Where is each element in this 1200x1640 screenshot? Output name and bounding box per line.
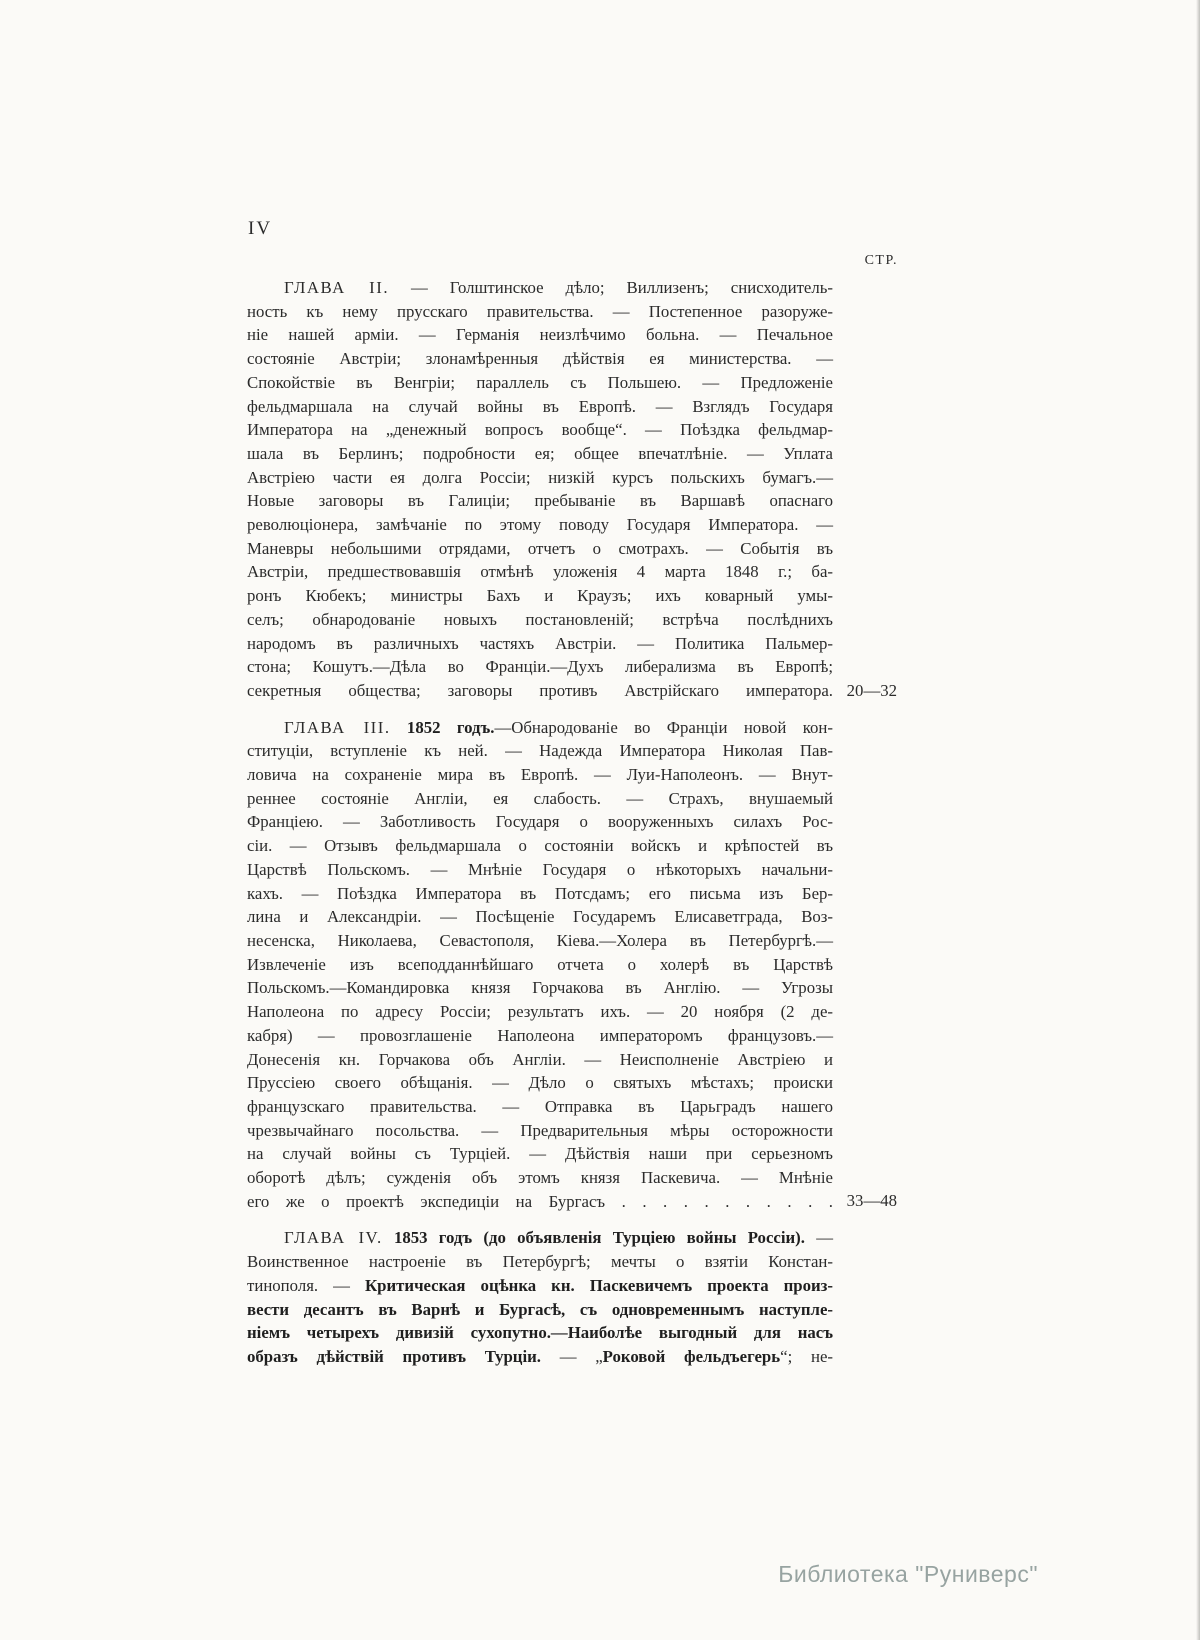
toc-text [383,1228,394,1247]
toc-text: Наполеона по адресу Россіи; результатъ ихъ. — 20 ноября (2 де- [247,1002,833,1022]
toc-text: несенска, Николаева, Севастополя, Кіева.—Холера въ Петербургѣ.— [247,930,833,950]
folio-page-number: IV [248,218,273,239]
toc-line [247,442,833,466]
toc-text: кабря) — провозглашеніе Наполеона императоромъ французовъ.— [247,1025,833,1045]
toc-line [247,1250,833,1274]
toc-line [247,1071,833,1095]
toc-line [247,1190,833,1214]
toc-line [247,834,833,858]
toc-text: Императора на „денежный вопросъ вообще“. — Поѣздка фельдмар- [247,420,833,440]
toc-line [247,418,833,442]
toc-line [247,1000,833,1024]
toc-text: на случай войны съ Турціей. — Дѣйствія наши при серьезномъ [247,1144,833,1164]
toc-text: кахъ. — Поѣздка Императора въ Потсдамъ; его письма изъ Бер- [247,883,833,903]
toc-text: чрезвычайнаго посольства. — Предварительныя мѣры осторожности [247,1120,833,1140]
toc-text: Новые заговоры въ Галиціи; пребываніе въ Варшавѣ опаснаго [247,491,833,511]
toc-text: лина и Александріи. — Посѣщеніе Государемъ Елисаветграда, Воз- [247,907,833,927]
toc-line [247,1095,833,1119]
toc-entry [247,276,897,703]
toc-line [247,489,833,513]
library-watermark: Библиотека "Руниверс" [778,1561,1038,1587]
toc-text: революціонера, замѣчаніе по этому поводу Государя Императора. — [247,515,833,535]
toc-line [247,929,833,953]
toc-line [247,882,833,906]
toc-line [247,466,833,490]
toc-line [247,513,833,537]
toc-text: ронъ Кюбекъ; министры Бахъ и Краузъ; ихъ коварный умы- [247,586,833,606]
toc-text: Польскомъ.—Командировка князя Горчакова въ Англію. — Угрозы [247,978,833,998]
toc-line [247,1024,833,1048]
toc-text: Австріею части ея долга Россіи; низкій курсъ польскихъ бумагъ.— [247,467,833,487]
toc-text: секретныя общества; заговоры противъ Австрійскаго императора. [247,680,833,700]
toc-line [247,953,833,977]
toc-text: шала въ Берлинъ; подробности ея; общее впечатлѣніе. — Уплата [247,443,833,463]
chapter-heading: ГЛАВА II. [284,278,390,297]
toc-line [247,739,833,763]
toc-text: Извлеченіе изъ всеподданнѣйшаго отчета о холерѣ въ Царствѣ [247,954,833,974]
toc-text: Пруссіею своего обѣщанія. — Дѣло о святыхъ мѣстахъ; происки [247,1073,833,1093]
toc-line [247,1274,833,1298]
toc-line [247,395,833,419]
toc-text: Франціею. — Заботливость Государя о вооруженныхъ силахъ Рос- [247,812,833,832]
toc-text: 1852 годъ. [406,717,495,737]
toc-line [247,679,833,703]
toc-text: Царствѣ Польскомъ. — Мнѣніе Государя о нѣкоторыхъ начальни- [247,859,833,879]
toc-line [247,323,833,347]
toc-entry [247,716,897,1214]
toc-text: — „ [541,1346,603,1366]
toc-text: ніемъ четырехъ дивизій сухопутно.—Наиболѣе выгодный для насъ [247,1323,833,1343]
toc-text: — Голштинское дѣло; Виллизенъ; снисходитель- [389,278,833,297]
toc-line [247,1321,833,1345]
toc-text: оборотѣ дѣлъ; сужденія объ этомъ князя Паскевича. — Мнѣніе [247,1168,833,1188]
chapter-heading: ГЛАВА IV. [284,1228,383,1248]
page-range: 33—48 [846,1191,897,1211]
toc-line [247,584,833,608]
toc-text: народомъ въ различныхъ частяхъ Австріи. — Политика Пальмер- [247,633,833,653]
toc-text: стона; Кошутъ.—Дѣла во Франціи.—Духъ либерализма въ Европѣ; [247,657,833,677]
toc-text: Критическая оцѣнка кн. Паскевичемъ проекта произ- [364,1275,834,1295]
toc-line [247,1166,833,1190]
toc-entry [247,1226,833,1368]
toc-text: Маневры небольшими отрядами, отчетъ о смотрахъ. — Событія въ [247,538,833,558]
toc-text: французскаго правительства. — Отправка въ Царьградъ нашего [247,1096,833,1116]
toc-text: состояніе Австріи; злонамѣренныя дѣйствія ея министерства. — [247,349,833,369]
toc-text: “; не- [780,1346,833,1366]
toc-text: ловича на сохраненіе мира въ Европѣ. — Луи-Наполеонъ. — Внут- [247,765,833,785]
toc-line [247,537,833,561]
toc-line [247,1119,833,1143]
toc-text: тинополя. — [247,1275,365,1295]
toc-line [247,655,833,679]
toc-line [247,300,833,324]
toc-text: Австріи, предшествовавшія отмѣнѣ уложенія 4 марта 1848 г.; ба- [247,562,833,582]
toc-text: ность къ нему прусскаго правительства. — Постепенное разоруже- [247,301,833,321]
toc-text: —Обнародованіе во Франціи новой кон- [494,717,834,737]
toc-line [247,560,833,584]
toc-text: его же о проектѣ экспедиціи на Бургасъ . . . . . . . . . . . [247,1191,833,1211]
toc-entries [247,276,897,1382]
toc-line [247,1142,833,1166]
toc-line [247,1345,833,1369]
toc-text: фельдмаршала на случай войны въ Европѣ. — Взглядъ Государя [247,396,833,416]
toc-text: Воинственное настроеніе въ Петербургѣ; мечты о взятіи Констан- [247,1252,833,1272]
toc-text: реннее состояніе Англіи, ея слабость. — Страхъ, внушаемый [247,788,833,808]
toc-text: Роковой фельдъегерь [602,1346,781,1366]
toc-line [247,276,833,300]
toc-line [247,905,833,929]
toc-line [247,371,833,395]
toc-text: — [804,1228,834,1248]
toc-text: 1853 годъ (до объявленія Турціею войны Россіи). [393,1228,805,1248]
toc-line [247,716,833,740]
toc-line [247,1226,833,1250]
toc-line [247,763,833,787]
toc-line [247,810,833,834]
toc-text: селъ; обнародованіе новыхъ постановленій; встрѣча послѣднихъ [247,609,833,629]
toc-text: ституціи, вступленіе къ ней. — Надежда Императора Николая Пав- [247,741,833,761]
toc-text: Спокойствіе въ Венгріи; параллель съ Польшею. — Предложеніе [247,372,833,392]
page-column-header: СТР. [864,253,898,268]
toc-line [247,858,833,882]
toc-line [247,787,833,811]
toc-line [247,1298,833,1322]
chapter-heading: ГЛАВА III. [284,717,391,737]
toc-text: ніе нашей арміи. — Германія неизлѣчимо больна. — Печальное [247,325,833,345]
toc-line [247,608,833,632]
toc-line [247,632,833,656]
toc-line [247,347,833,371]
toc-text: вести десантъ въ Варнѣ и Бургасѣ, съ одновременнымъ наступле- [247,1299,833,1319]
toc-line [247,1048,833,1072]
toc-text [391,718,407,737]
page-range: 20—32 [846,680,897,700]
toc-line [247,976,833,1000]
toc-text: Донесенія кн. Горчакова объ Англіи. — Неисполненіе Австріею и [247,1049,833,1069]
toc-text: сіи. — Отзывъ фельдмаршала о состояніи войскъ и крѣпостей въ [247,836,833,856]
toc-text: образъ дѣйствій противъ Турціи. [247,1346,541,1366]
